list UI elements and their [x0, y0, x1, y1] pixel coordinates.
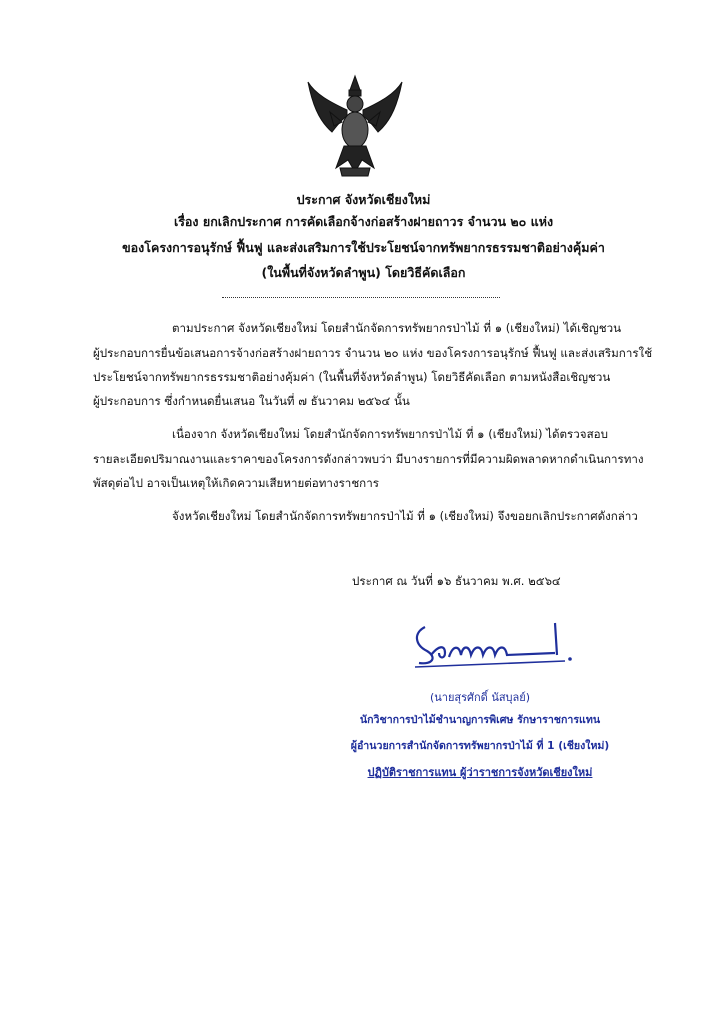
announcement-date: ประกาศ ณ วันที่ ๑๖ ธันวาคม พ.ศ. ๒๕๖๔ — [352, 574, 561, 588]
signer-name: (นายสุรศักดิ์ นัสบุลย์) — [429, 691, 531, 704]
subject-line-3: (ในพื้นที่จังหวัดลำพูน) โดยวิธีคัดเลือก — [261, 265, 466, 280]
paragraph-line: ตามประกาศ จังหวัดเชียงใหม่ โดยสำนักจัดการทรัพยากรป่าไม้ ที่ ๑ (เชียงใหม่) ได้เชิญชวน — [172, 321, 622, 335]
paragraph-line: ประโยชน์จากทรัพยากรธรรมชาติอย่างคุ้มค่า (ในพื้นที่จังหวัดลำพูน) โดยวิธีคัดเลือก ตามหนังสือเชิญชวน — [93, 370, 611, 384]
dotted-divider — [222, 297, 500, 298]
signer-position-3: ปฏิบัติราชการแทน ผู้ว่าราชการจังหวัดเชียงใหม่ — [367, 766, 593, 779]
paragraph-line: รายละเอียดปริมาณงานและราคาของโครงการดังกล่าวพบว่า มีบางรายการที่มีความผิดพลาดหากดำเนินการทาง — [93, 452, 644, 466]
paragraph-line: ผู้ประกอบการ ซึ่งกำหนดยื่นเสนอ ในวันที่ ๗ ธันวาคม ๒๕๖๔ นั้น — [93, 394, 410, 408]
paragraph-line: พัสดุต่อไป อาจเป็นเหตุให้เกิดความเสียหายต่อทางราชการ — [93, 476, 379, 490]
subject-line: เรื่อง ยกเลิกประกาศ การคัดเลือกจ้างก่อสร้างฝายถาวร จำนวน ๒๐ แห่ง — [173, 214, 554, 229]
subject-line-2: ของโครงการอนุรักษ์ ฟื้นฟู และส่งเสริมการใช้ประโยชน์จากทรัพยากรธรรมชาติอย่างคุ้มค่า — [122, 240, 605, 255]
paragraph-line: ผู้ประกอบการยื่นข้อเสนอการจ้างก่อสร้างฝายถาวร จำนวน ๒๐ แห่ง ของโครงการอนุรักษ์ ฟื้นฟู และส่งเสริมการใช้ — [93, 346, 653, 360]
handwritten-signature — [405, 615, 575, 675]
garuda-emblem-icon — [300, 72, 410, 182]
paragraph-line: เนื่องจาก จังหวัดเชียงใหม่ โดยสำนักจัดการทรัพยากรป่าไม้ ที่ ๑ (เชียงใหม่) ได้ตรวจสอบ — [172, 427, 608, 441]
signer-position-2: ผู้อำนวยการสำนักจัดการทรัพยากรป่าไม้ ที่ 1 (เชียงใหม่) — [350, 740, 610, 752]
signer-position-1: นักวิชาการป่าไม้ชำนาญการพิเศษ รักษาราชการแทน — [359, 714, 601, 726]
paragraph-line: จังหวัดเชียงใหม่ โดยสำนักจัดการทรัพยากรป่าไม้ ที่ ๑ (เชียงใหม่) จึงขอยกเลิกประกาศดังกล่าว — [172, 509, 638, 523]
announcement-title: ประกาศ จังหวัดเชียงใหม่ — [296, 192, 431, 207]
